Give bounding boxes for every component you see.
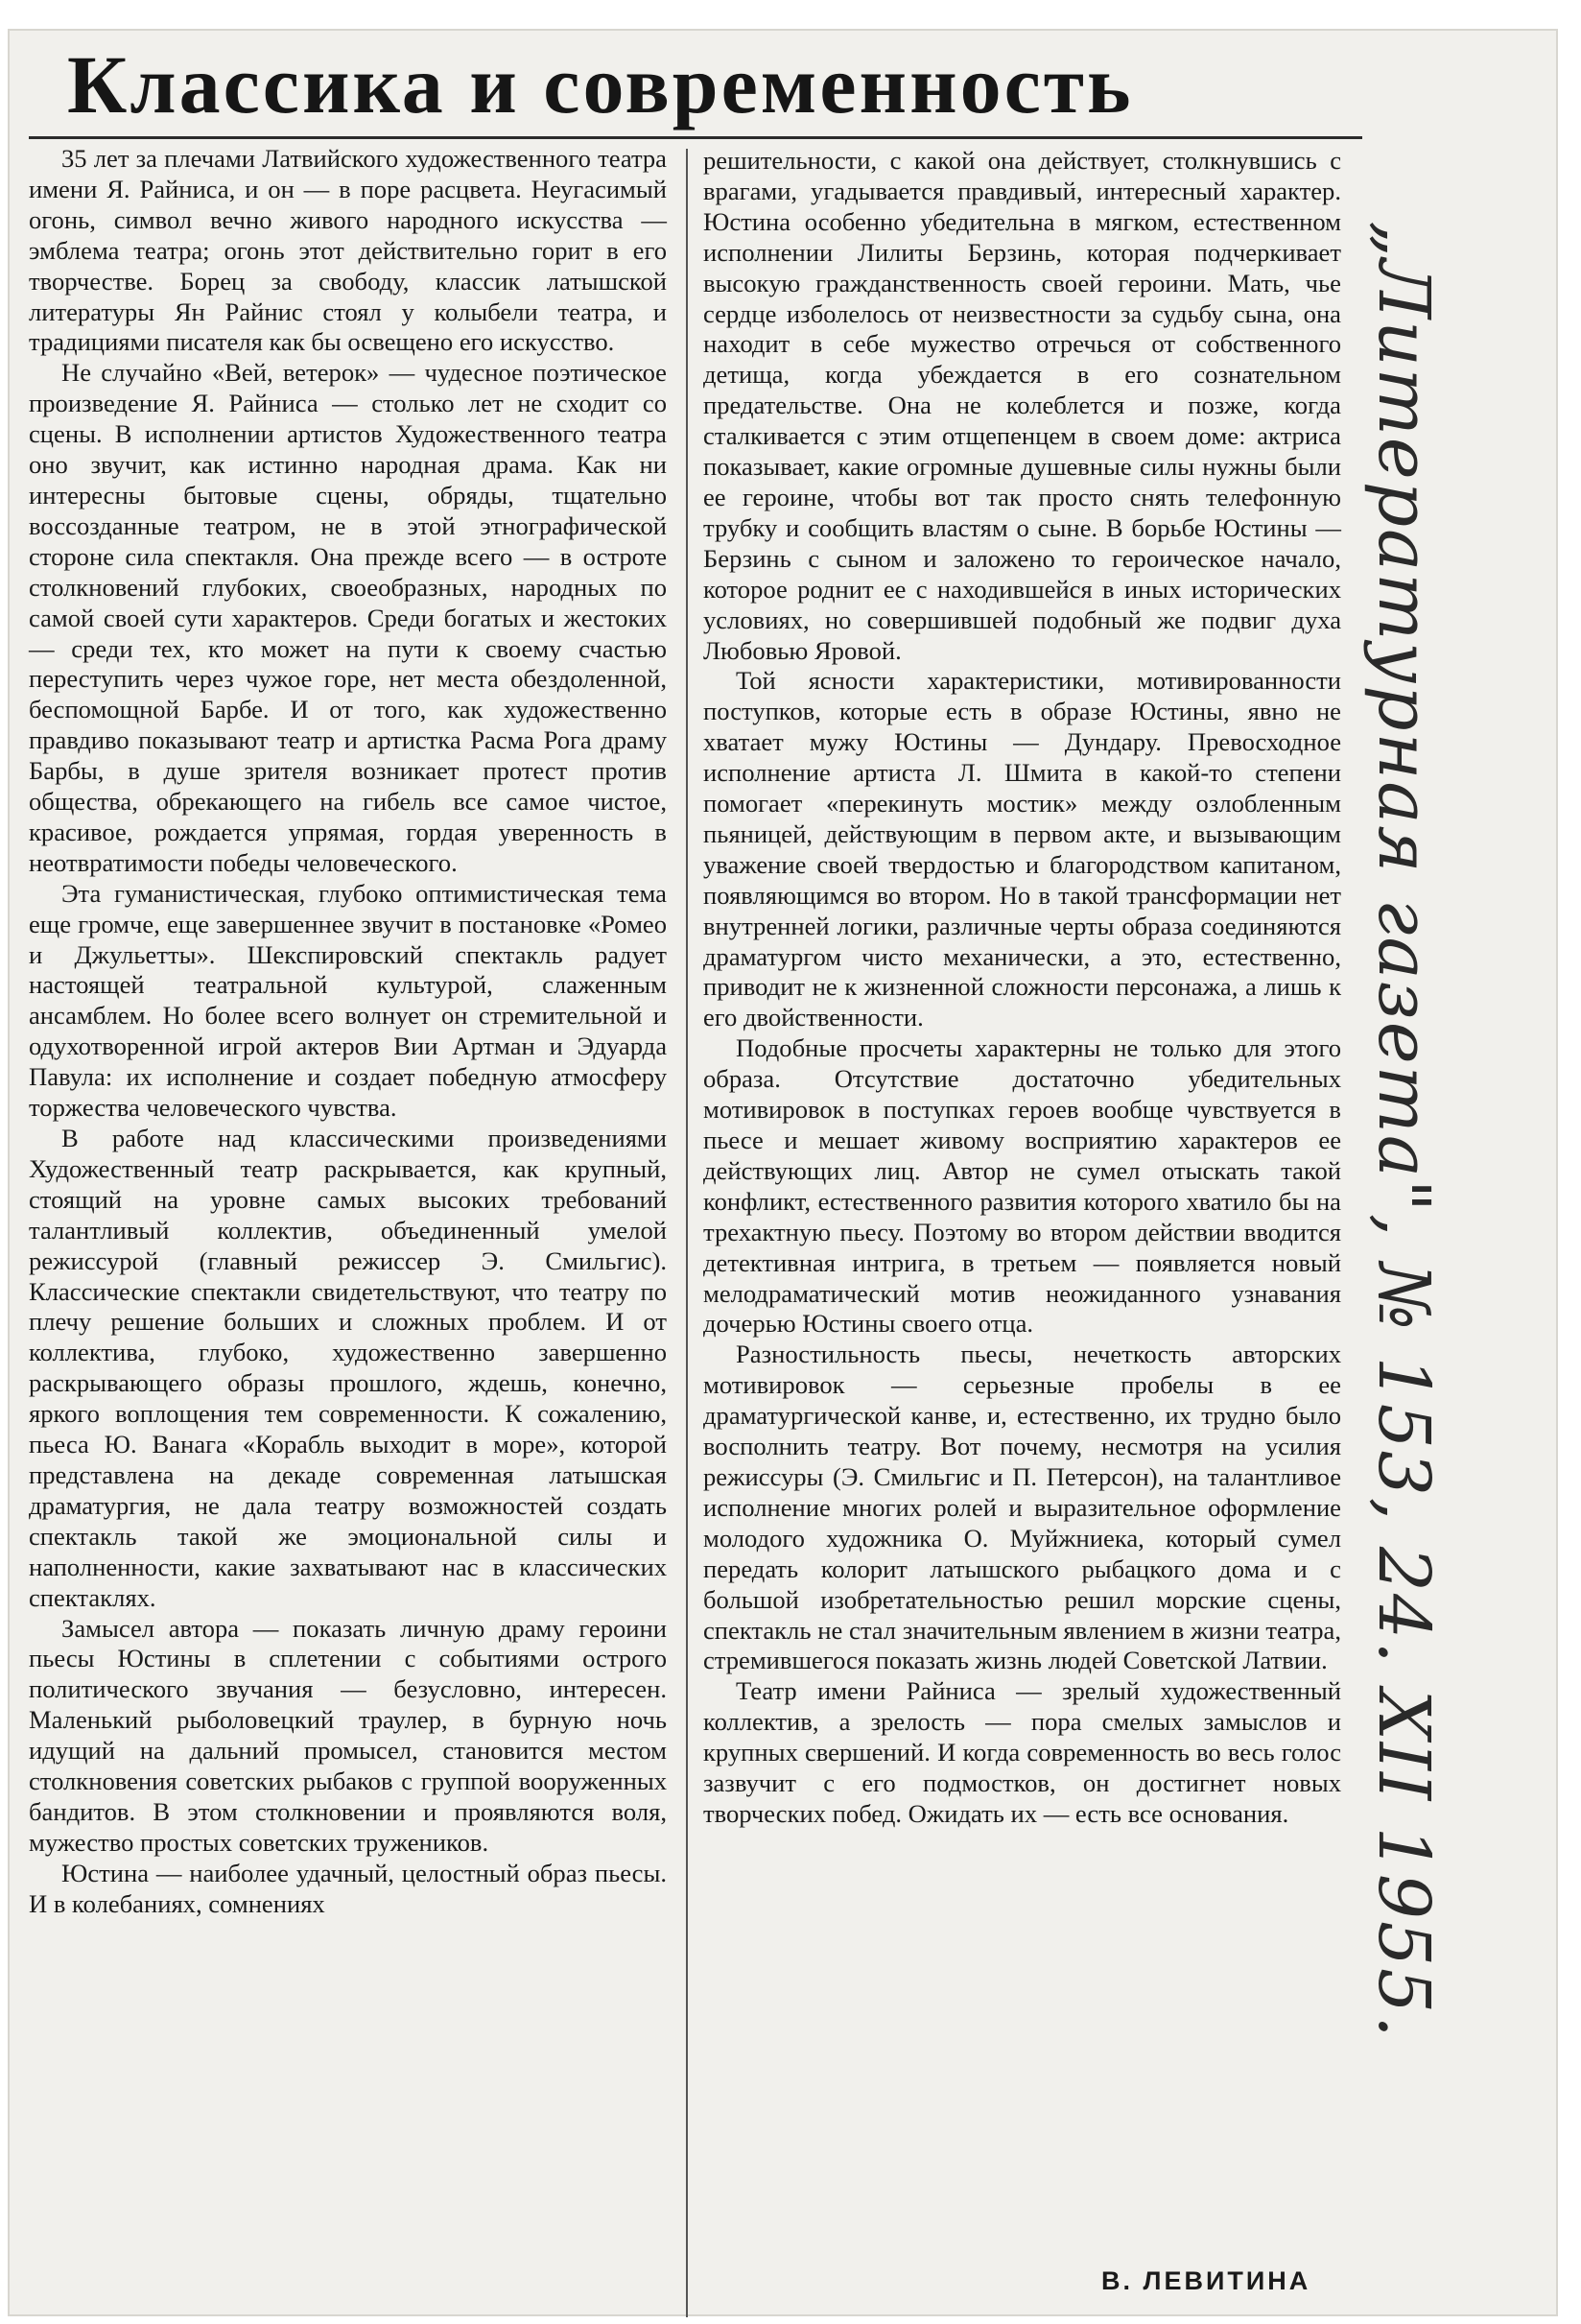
paragraph: Юстина — наиболее удачный, целостный образ пьесы. И в колебаниях, сомнениях xyxy=(29,1858,667,1918)
paragraph: Эта гуманистическая, глубоко оптимистическая тема еще громче, еще завершеннее звучит в постановке «Ромео и Джульетты». Шекспировский спектакль радует настоящей театральной культурой, слаженным ансамблем. Но более всего волнует он стремительной и одухотворенной игрой актеров Вии Артман и Эдуарда Павула: их исполнение и создает победную атмосферу торжества человеческого чувства. xyxy=(29,878,667,1123)
paragraph: решительности, с какой она действует, столкнувшись с врагами, угадывается правдивый, интересный характер. Юстина особенно убедительна в мягком, естественном исполнении Лилиты Берзинь, которая подчеркивает высокую гражданственность своей героини. Мать, чье сердце изболелось от неизвестности за судьбу сына, она находит в себе мужество отречься от собственного детища, когда убеждается в его сознательном предательстве. Она не колеблется и позже, когда сталкивается с этим отщепенцем в своем доме: актриса показывает, какие огромные душевные силы нужны были ее героине, чтобы вот так просто снять телефонную трубку и сообщить властям о сыне. В борьбе Юстины — Берзинь с сыном и заложено то героическое начало, которое роднит ее с находившейся в иных исторических условиях, но совершившей подобный же подвиг духа Любовью Яровой. xyxy=(703,146,1341,665)
paragraph: Той ясности характеристики, мотивированности поступков, которые есть в образе Юстины, явно не хватает мужу Юстины — Дундару. Превосходное исполнение артиста Л. Шмита в какой-то степени помогает «перекинуть мостик» между озлобленным пьяницей, действующим в первом акте, и вызывающим уважение своей твердостью и благородством капитаном, появляющимся во втором. Но в такой трансформации нет внутренней логики, различные черты образа соединяются драматургом чисто механически, а это, естественно, приводит не к жизненной сложности персонажа, а лишь к его двойственности. xyxy=(703,666,1341,1032)
handwritten-source-note: „Литературная газета", № 153, 24. XII 1955. xyxy=(1362,221,1445,2040)
right-column xyxy=(703,146,1341,1830)
paragraph: Замысел автора — показать личную драму героини пьесы Юстины в сплетении с событиями острого политического звучания — безусловно, интересен. Маленький рыболовецкий траулер, в бурную ночь идущий на дальний промысел, становится местом столкновения советских рыбаков с группой вооруженных бандитов. В этом столкновении и проявляются воля, мужество простых советских тружеников. xyxy=(29,1613,667,1857)
left-column xyxy=(29,144,667,1920)
paragraph: 35 лет за плечами Латвийского художественного театра имени Я. Райниса, и он — в поре расцвета. Неугасимый огонь, символ вечно живого народного искусства — эмблема театра; огонь этот действительно горит в его творчестве. Борец за свободу, классик латышской литературы Ян Райнис стоял у колыбели театра, и традициями писателя как бы освещено его искусство. xyxy=(29,144,667,357)
title-rule xyxy=(29,136,1362,139)
author-signature: В. ЛЕВИТИНА xyxy=(1101,2266,1311,2295)
paragraph: В работе над классическими произведениями Художественный театр раскрывается, как крупный, стоящий на уровне самых высоких требований талантливый коллектив, объединенный умелой режиссурой (главный режиссер Э. Смильгис). Классические спектакли свидетельствуют, что театру по плечу решение больших и сложных проблем. И от коллектива, глубоко, художественно завершенно раскрывающего образы прошлого, ждешь, конечно, яркого воплощения тем современности. К сожалению, пьеса Ю. Ванага «Корабль выходит в море», которой представлена на декаде современная латышская драматургия, не дала театру возможностей создать спектакль такой же эмоциональной силы и наполненности, какие захватывают нас в классических спектаклях. xyxy=(29,1124,667,1612)
article-title: Классика и современность xyxy=(67,38,1134,130)
column-divider xyxy=(686,149,688,2317)
paragraph: Подобные просчеты характерны не только для этого образа. Отсутствие достаточно убедительных мотивировок в поступках героев вообще чувствуется в пьесе и мешает живому восприятию характеров ее действующих лиц. Автор не сумел отыскать такой конфликт, естественного развития которого хватило бы на трехактную пьесу. Поэтому во втором действии вводится детективная интрига, в третьем — появляется новый мелодраматический мотив неожиданного узнавания дочерью Юстины своего отца. xyxy=(703,1033,1341,1339)
paragraph: Театр имени Райниса — зрелый художественный коллектив, а зрелость — пора смелых замыслов и крупных свершений. И когда современность во весь голос зазвучит с его подмостков, он достигнет новых творческих побед. Ожидать их — есть все основания. xyxy=(703,1676,1341,1828)
paragraph: Не случайно «Вей, ветерок» — чудесное поэтическое произведение Я. Райниса — столько лет не сходит со сцены. В исполнении артистов Художественного театра оно звучит, как истинно народная драма. Как ни интересны бытовые сцены, обряды, тщательно воссозданные театром, не в этой этнографической стороне сила спектакля. Она прежде всего — в остроте столкновений глубоких, своеобразных, народных по самой своей сути характеров. Среди богатых и жестоких — среди тех, кто может на пути к своему счастью переступить через чужое горе, нет места обездоленной, беспомощной Барбе. И от того, как художественно правдиво показывают театр и артистка Расма Рога драму Барбы, в душе зрителя возникает протест против общества, обрекающего на гибель все самое чистое, красивое, рождается упрямая, гордая уверенность в неотвратимости победы человеческого. xyxy=(29,358,667,877)
paragraph: Разностильность пьесы, нечеткость авторских мотивировок — серьезные пробелы в ее драматургической канве, и, естественно, их трудно было восполнить театру. Вот почему, несмотря на усилия режиссуры (Э. Смильгис и П. Петерсон), на талантливое исполнение многих ролей и выразительное оформление молодого художника О. Муйжниека, который сумел передать колорит латышского рыбацкого дома и с большой изобретательностью решил морские сцены, спектакль не стал значительным явлением в жизни театра, стремившегося показать жизнь людей Советской Латвии. xyxy=(703,1340,1341,1675)
